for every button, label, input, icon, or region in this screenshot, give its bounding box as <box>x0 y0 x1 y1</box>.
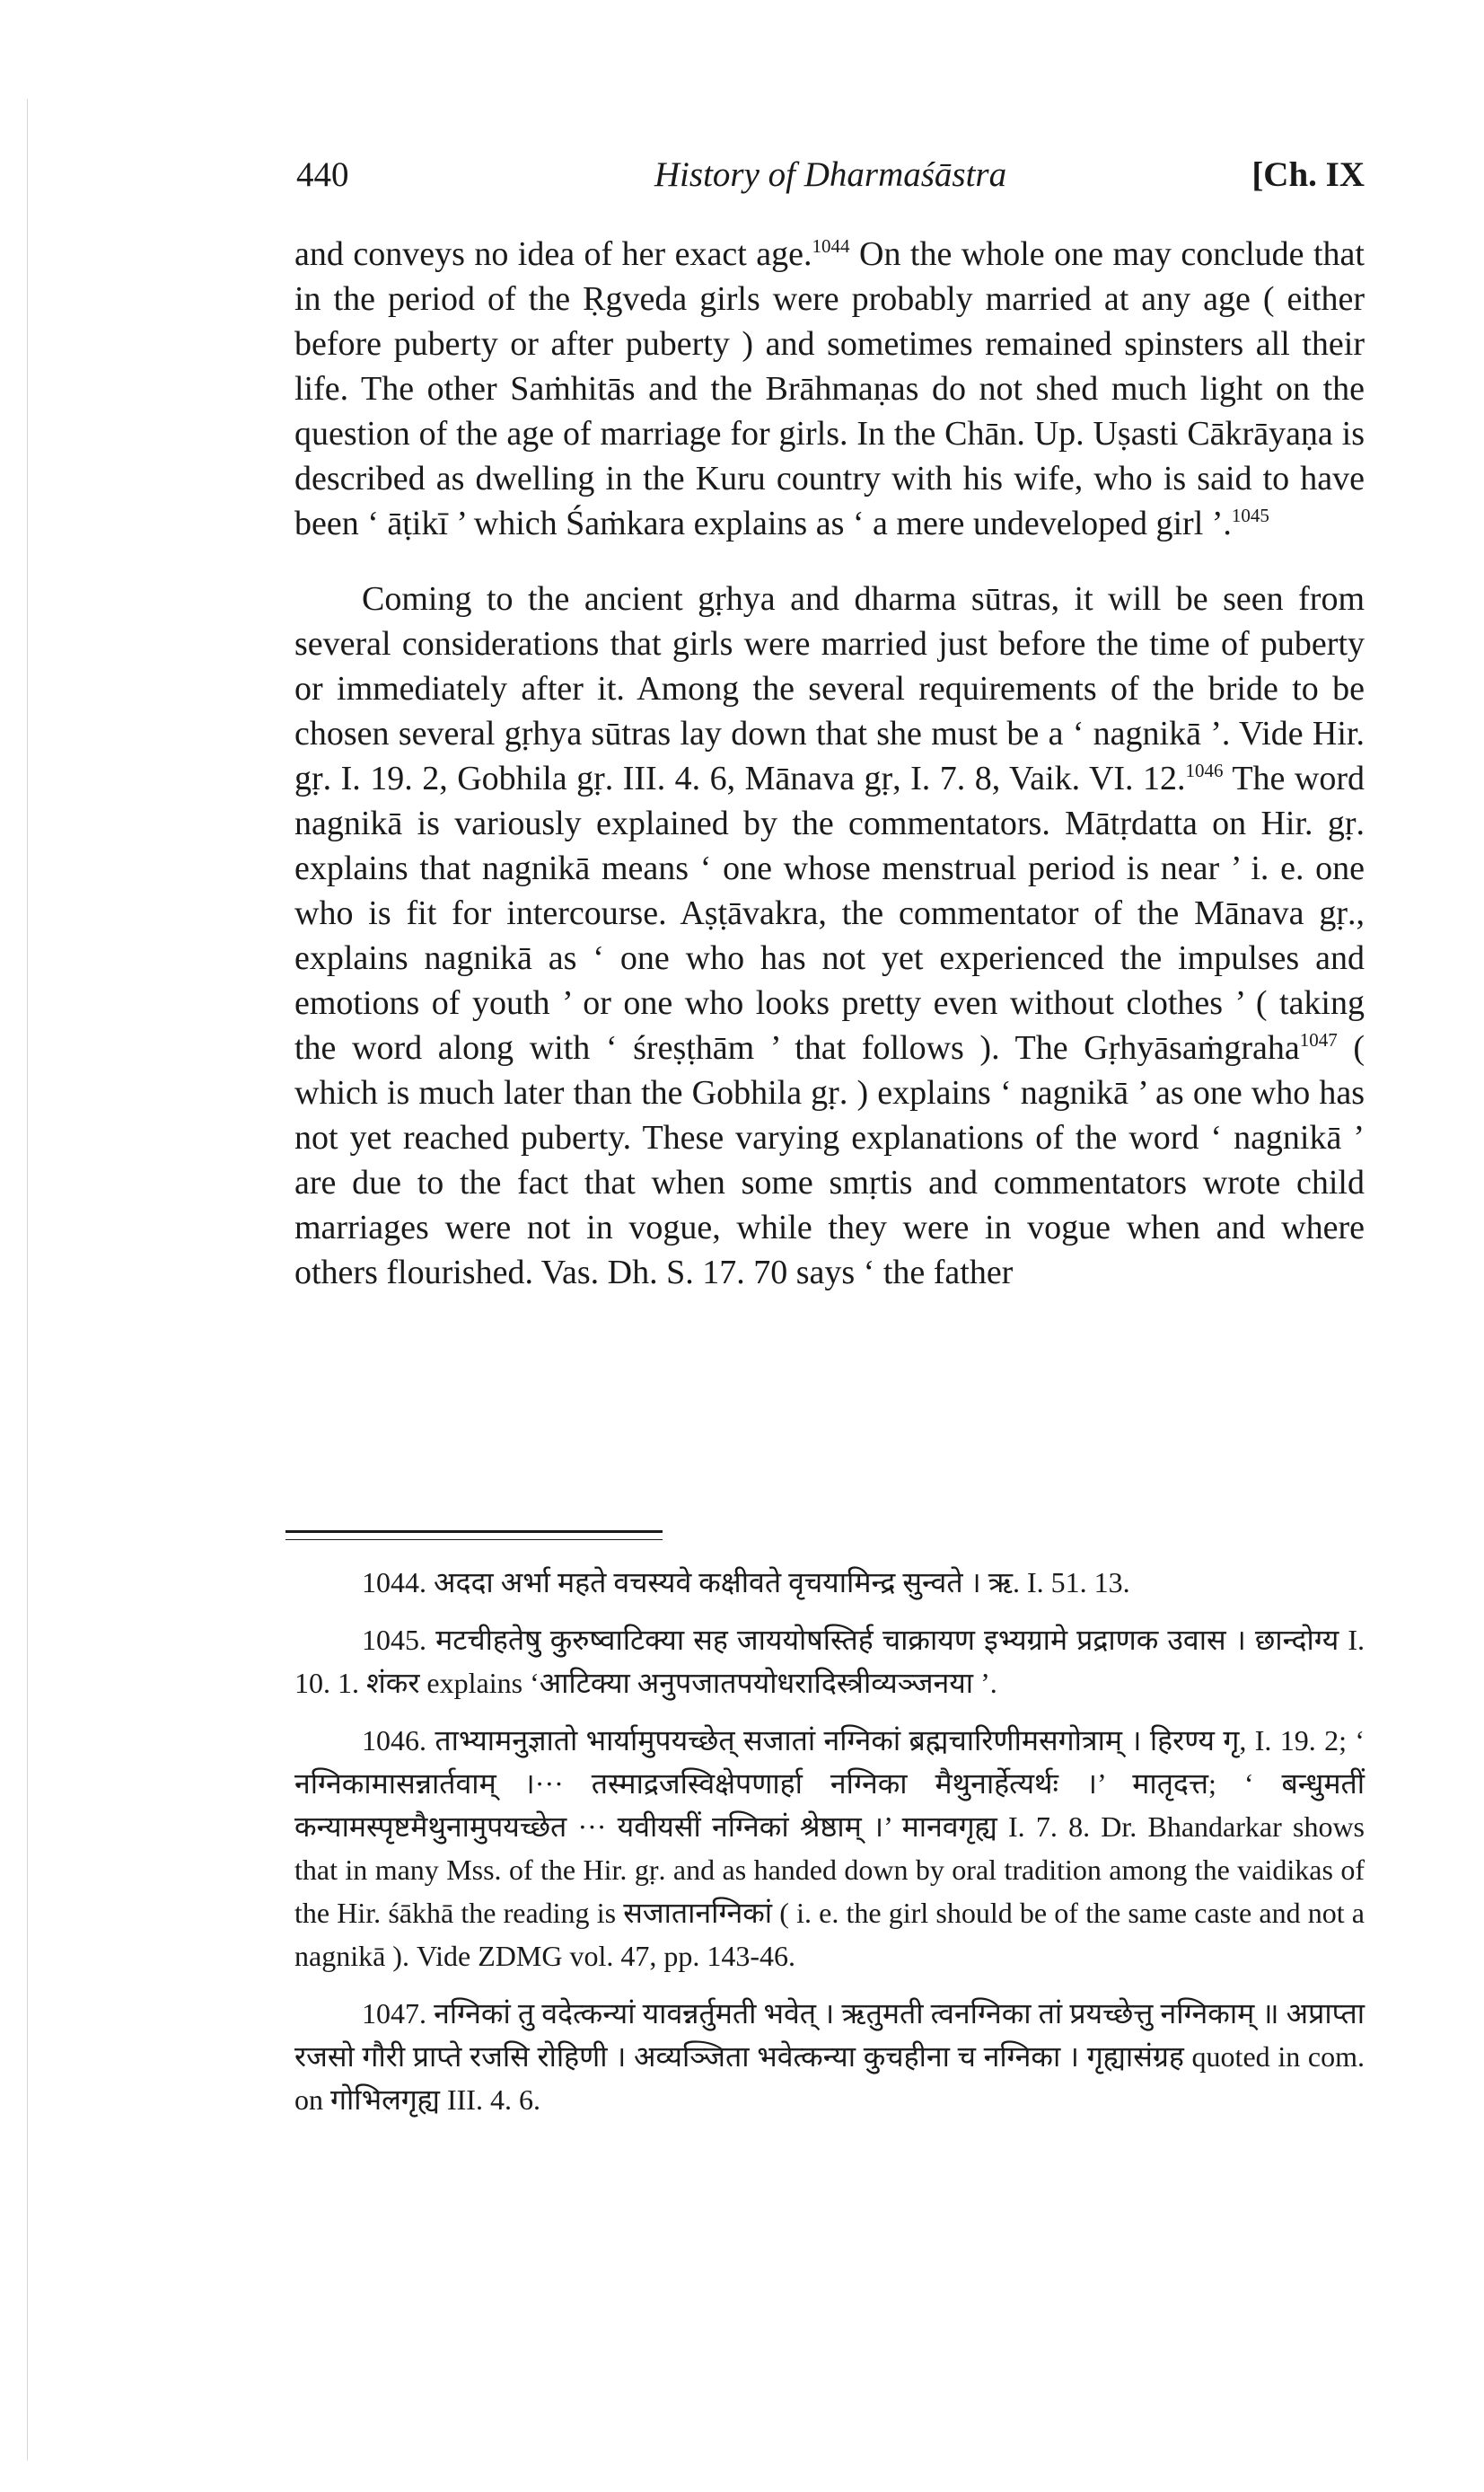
running-title: History of Dharmaśāstra <box>654 155 1007 194</box>
footnotes <box>294 1561 1365 2121</box>
page-number: 440 <box>296 155 349 194</box>
paragraph-2: Coming to the ancient gṛhya and dharma sūtras, it will be seen from several considerations that girls were married just before the time of puberty or immediately after it. Among the several requirements of the bride to be chosen several gṛhya sūtras lay down that she must be a ‘ nagnikā ’. Vide Hir. gṛ. I. 19. 2, Gobhila gṛ. III. 4. 6, Mānava gṛ, I. 7. 8, Vaik. VI. 12.$^{1046}$ The word nagnikā is variously explained by the commentators. Mātṛdatta on Hir. gṛ. explains that nagnikā means ‘ one whose menstrual period is near ’ i. e. one who is fit for intercourse. Aṣṭāvakra, the commentator of the Mānava gṛ., explains nagnikā as ‘ one who has not yet experienced the impulses and emotions of youth ’ or one who looks pretty even without clothes ’ ( taking the word along with ‘ śreṣṭhām ’ that follows ). The Gṛhyāsaṁgraha$^{1047}$ ( which is much later than the Gobhila gṛ. ) explains ‘ nagnikā ’ as one who has not yet reached puberty. These varying explanations of the word ‘ nagnikā ’ are due to the fact that when some smṛtis and commentators wrote child marriages were not in vogue, while they were in vogue when and where others flourished. Vas. Dh. S. 17. 70 says ‘ the father <box>294 580 1365 1291</box>
footnote-divider <box>285 1530 663 1533</box>
footnote-ref-1045[interactable]: 1045 <box>1231 505 1269 526</box>
footnote-number: 1046. <box>362 1724 426 1757</box>
footnote-text: नग्निकां तु वदेत्कन्यां यावन्नर्तुमती भवेत् । ऋतुमती त्वनग्निका तां प्रयच्छेत्तु नग्निकाम् ॥ अप्राप्ता रजसो गौरी प्राप्ते रजसि रोहिणी । अव्यञ्जिता भवेत्कन्या कुचहीना च नग्निका । गृह्यासंग्रह quoted in com. on गोभिलगृह्य III. 4. 6. <box>294 1997 1365 2116</box>
chapter-label: [Ch. IX <box>1251 155 1365 194</box>
footnote-number: 1044. <box>362 1566 426 1598</box>
footnote-text: ताभ्यामनुज्ञातो भार्यामुपयच्छेत् सजातां नग्निकां ब्रह्मचारिणीमसगोत्राम् । हिरण्य गृ, I. 19. 2; ‘ नग्निकामासन्नार्तवाम् ।··· तस्माद्रजस्विक्षेपणार्हा नग्निका मैथुनार्हेत्यर्थः ।’ मातृदत्त; ‘ बन्धुमतीं कन्यामस्पृष्टमैथुनामुपयच्छेत ··· यवीयसीं नग्निकां श्रेष्ठाम् ।’ मानवगृह्य I. 7. 8. Dr. Bhandarkar shows that in many Mss. of the Hir. gṛ. and as handed down by oral tradition among the vaidikas of the Hir. śākhā the reading is सजातानग्निकां ( i. e. the girl should be of the same caste and not a nagnikā ). Vide ZDMG vol. 47, pp. 143-46. <box>294 1724 1365 1972</box>
main-text <box>294 232 1365 1295</box>
running-header <box>296 154 1365 205</box>
footnote-1047 <box>294 1992 1365 2121</box>
footnote-ref-1044[interactable]: 1044 <box>812 235 850 257</box>
footnote-text: अददा अर्भा महते वचस्यवे कक्षीवते वृचयामिन्द्र सुन्वते । ऋ. I. 51. 13. <box>434 1566 1130 1598</box>
page-edge-line <box>27 99 28 2461</box>
footnote-text: मटचीहतेषु कुरुष्वाटिक्या सह जाययोषस्तिर्ह चाक्रायण इभ्यग्रामे प्रद्राणक उवास । छान्दोग्य I. 10. 1. शंकर explains ‘आटिक्या अनुपजातपयोधरादिस्त्रीव्यञ्जनया ’. <box>294 1624 1365 1699</box>
footnote-number: 1047. <box>362 1997 426 2030</box>
footnote-1045 <box>294 1618 1365 1704</box>
footnote-ref-1047[interactable]: 1047 <box>1299 1029 1338 1051</box>
paragraph-1: and conveys no idea of her exact age.$^{1044}$ On the whole one may conclude that in the period of the Ṛgveda girls were probably married at any age ( either before puberty or after puberty ) and sometimes remained spinsters all their life. The other Saṁhitās and the Brāhmaṇas do not shed much light on the question of the age of marriage for girls. In the Chān. Up. Uṣasti Cākrāyaṇa is described as dwelling in the Kuru country with his wife, who is said to have been ‘ āṭikī ’ which Śaṁkara explains as ‘ a mere undeveloped girl ’.$^{1045}$ <box>294 235 1365 542</box>
footnote-number: 1045. <box>362 1624 426 1656</box>
footnote-ref-1046[interactable]: 1046 <box>1185 760 1224 781</box>
footnote-1044 <box>294 1561 1365 1604</box>
footnote-1046 <box>294 1719 1365 1977</box>
footnote-divider-thin <box>285 1539 663 1540</box>
